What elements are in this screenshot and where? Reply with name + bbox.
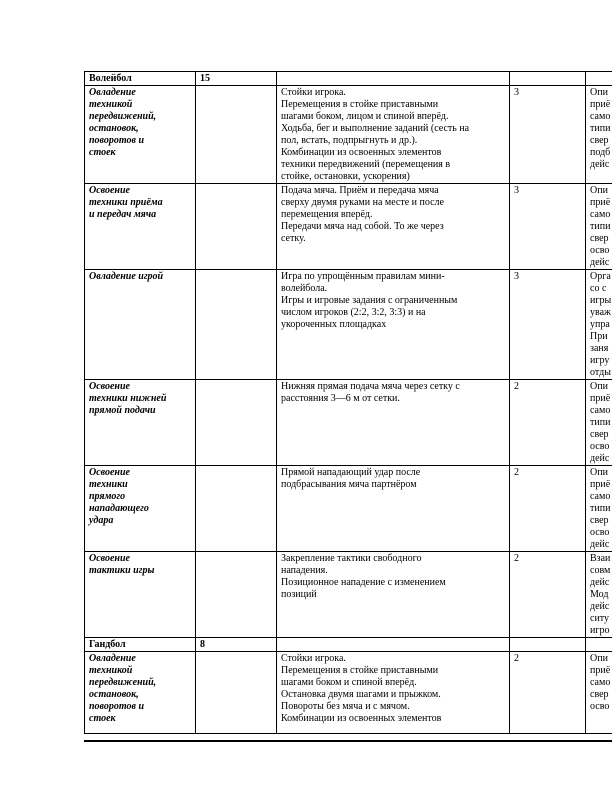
activity-line: Мод	[590, 589, 609, 600]
activity-cell	[586, 270, 612, 380]
topic-line: поворотов и	[89, 135, 145, 146]
topic-line: Освоение	[89, 381, 130, 392]
content-line: техники передвижений (перемещения в	[281, 159, 451, 170]
activity-line: Взаи	[590, 553, 611, 564]
activity-line: подб	[590, 147, 611, 158]
activity-line: приё	[590, 665, 611, 676]
activity-line: дейс	[590, 577, 610, 588]
empty-cell	[510, 72, 586, 86]
activity-line: заня	[590, 343, 609, 354]
activity-line: со с	[590, 283, 607, 294]
table-row	[85, 184, 612, 270]
activity-line: Опи	[590, 467, 608, 478]
activity-cell	[586, 552, 612, 638]
activity-line: Опи	[590, 185, 608, 196]
content-line: стойке, остановки, ускорения)	[281, 171, 410, 182]
empty-cell	[196, 380, 277, 466]
empty-cell	[196, 552, 277, 638]
content-line: шагами боком и спиной вперёд.	[281, 677, 417, 688]
section-name: Волейбол	[85, 72, 196, 86]
content-line: Игра по упрощённым правилам мини-	[281, 271, 445, 282]
topic-cell	[85, 86, 196, 184]
section-row	[85, 638, 612, 652]
activity-line: дейс	[590, 453, 610, 464]
content-line: Остановка двумя шагами и прыжком.	[281, 689, 441, 700]
topic-line: техники нижней	[89, 393, 167, 404]
content-line: расстояния 3—6 м от сетки.	[281, 393, 400, 404]
activity-line: дейс	[590, 159, 610, 170]
topic-line: удара	[89, 515, 114, 526]
topic-cell	[85, 184, 196, 270]
activity-line: само	[590, 491, 611, 502]
activity-line: само	[590, 677, 611, 688]
activity-line: осво	[590, 245, 610, 256]
activity-cell	[586, 652, 612, 734]
topic-line: передвижений,	[89, 677, 157, 688]
content-cell	[277, 552, 510, 638]
topic-line: остановок,	[89, 123, 139, 134]
empty-cell	[196, 652, 277, 734]
topic-line: передвижений,	[89, 111, 157, 122]
content-line: Повороты без мяча и с мячом.	[281, 701, 410, 712]
topic-cell	[85, 270, 196, 380]
empty-cell	[277, 638, 510, 652]
content-line: нападения.	[281, 565, 328, 576]
content-line: Подача мяча. Приём и передача мяча	[281, 185, 439, 196]
activity-line: ситу	[590, 613, 610, 624]
table-row	[85, 270, 612, 380]
activity-cell	[586, 466, 612, 552]
topic-line: стоек	[89, 713, 116, 724]
topic-line: Овладение	[89, 87, 136, 98]
content-line: Прямой нападающий удар после	[281, 467, 421, 478]
activity-line: приё	[590, 197, 611, 208]
activity-line: дейс	[590, 257, 610, 268]
topic-line: Освоение	[89, 185, 130, 196]
topic-line: техникой	[89, 99, 133, 110]
content-line: Закрепление тактики свободного	[281, 553, 422, 564]
activity-line: типи	[590, 123, 611, 134]
hours-cell: 3	[510, 184, 586, 270]
empty-cell	[586, 72, 612, 86]
topic-line: Освоение	[89, 553, 130, 564]
activity-line: уваж	[590, 307, 611, 318]
topic-cell	[85, 652, 196, 734]
activity-cell	[586, 86, 612, 184]
hours-cell: 3	[510, 270, 586, 380]
content-line: Комбинации из освоенных элементов	[281, 713, 442, 724]
topic-line: остановок,	[89, 689, 139, 700]
table-row	[85, 380, 612, 466]
activity-line: игру	[590, 355, 610, 366]
activity-cell	[586, 380, 612, 466]
activity-line: Орга	[590, 271, 611, 282]
content-line: подбрасывания мяча партнёром	[281, 479, 417, 490]
content-line: волейбола.	[281, 283, 328, 294]
activity-line: приё	[590, 479, 611, 490]
topic-line: поворотов и	[89, 701, 145, 712]
content-line: Нижняя прямая подача мяча через сетку с	[281, 381, 460, 392]
content-cell	[277, 466, 510, 552]
topic-line: Овладение	[89, 653, 136, 664]
activity-line: свер	[590, 233, 609, 244]
empty-cell	[196, 466, 277, 552]
bottom-rule	[84, 740, 612, 742]
content-line: позиций	[281, 589, 317, 600]
activity-line: само	[590, 405, 611, 416]
topic-line: тактики игры	[89, 565, 155, 576]
content-cell	[277, 86, 510, 184]
section-name: Гандбол	[85, 638, 196, 652]
activity-line: дейс	[590, 601, 610, 612]
content-cell	[277, 270, 510, 380]
table-row	[85, 652, 612, 734]
empty-cell	[196, 86, 277, 184]
content-line: сетку.	[281, 233, 306, 244]
content-cell	[277, 184, 510, 270]
content-cell	[277, 380, 510, 466]
activity-line: свер	[590, 515, 609, 526]
empty-cell	[277, 72, 510, 86]
content-line: Ходьба, бег и выполнение заданий (сесть на	[281, 123, 470, 134]
activity-line: игро	[590, 625, 610, 636]
curriculum-table	[84, 71, 612, 734]
topic-line: прямого	[89, 491, 126, 502]
topic-line: Овладение игрой	[89, 271, 164, 282]
activity-line: приё	[590, 99, 611, 110]
content-line: перемещения вперёд.	[281, 209, 373, 220]
activity-line: упра	[590, 319, 610, 330]
activity-line: Опи	[590, 653, 608, 664]
activity-line: игры	[590, 295, 612, 306]
topic-cell	[85, 466, 196, 552]
content-line: сверху двумя руками на месте и после	[281, 197, 444, 208]
activity-line: При	[590, 331, 608, 342]
content-line: Стойки игрока.	[281, 653, 346, 664]
hours-cell: 2	[510, 466, 586, 552]
content-line: укороченных площадках	[281, 319, 387, 330]
section-row	[85, 72, 612, 86]
topic-line: техники	[89, 479, 128, 490]
content-line: Позиционное нападение с изменением	[281, 577, 446, 588]
content-line: Стойки игрока.	[281, 87, 346, 98]
activity-line: приё	[590, 393, 611, 404]
content-line: пол, встать, подпрыгнуть и др.).	[281, 135, 418, 146]
activity-cell	[586, 184, 612, 270]
empty-cell	[196, 184, 277, 270]
hours-cell: 2	[510, 652, 586, 734]
activity-line: Опи	[590, 87, 608, 98]
activity-line: типи	[590, 417, 611, 428]
content-line: шагами боком, лицом и спиной вперёд.	[281, 111, 449, 122]
activity-line: типи	[590, 503, 611, 514]
content-line: Игры и игровые задания с ограниченным	[281, 295, 458, 306]
content-line: Перемещения в стойке приставными	[281, 99, 439, 110]
activity-line: осво	[590, 701, 610, 712]
table-row	[85, 466, 612, 552]
section-hours: 8	[196, 638, 277, 652]
activity-line: типи	[590, 221, 611, 232]
empty-cell	[510, 638, 586, 652]
topic-line: стоек	[89, 147, 116, 158]
topic-line: техникой	[89, 665, 133, 676]
activity-line: дейс	[590, 539, 610, 550]
topic-cell	[85, 380, 196, 466]
activity-line: свер	[590, 429, 609, 440]
content-line: числом игроков (2:2, 3:2, 3:3) и на	[281, 307, 426, 318]
activity-line: осво	[590, 441, 610, 452]
content-cell	[277, 652, 510, 734]
topic-line: нападающего	[89, 503, 149, 514]
content-line: Перемещения в стойке приставными	[281, 665, 439, 676]
table-row	[85, 552, 612, 638]
activity-line: Опи	[590, 381, 608, 392]
content-line: Комбинации из освоенных элементов	[281, 147, 442, 158]
hours-cell: 2	[510, 380, 586, 466]
activity-line: свер	[590, 689, 609, 700]
topic-line: прямой подачи	[89, 405, 156, 416]
activity-line: осво	[590, 527, 610, 538]
activity-line: отды	[590, 367, 611, 378]
activity-line: само	[590, 209, 611, 220]
table-row	[85, 86, 612, 184]
hours-cell: 3	[510, 86, 586, 184]
curriculum-table-body	[85, 72, 612, 734]
activity-line: совм	[590, 565, 611, 576]
topic-cell	[85, 552, 196, 638]
empty-cell	[196, 270, 277, 380]
activity-line: свер	[590, 135, 609, 146]
topic-line: и передач мяча	[89, 209, 157, 220]
section-hours: 15	[196, 72, 277, 86]
empty-cell	[586, 638, 612, 652]
content-line: Передачи мяча над собой. То же через	[281, 221, 444, 232]
activity-line: само	[590, 111, 611, 122]
hours-cell: 2	[510, 552, 586, 638]
topic-line: Освоение	[89, 467, 130, 478]
topic-line: техники приёма	[89, 197, 163, 208]
